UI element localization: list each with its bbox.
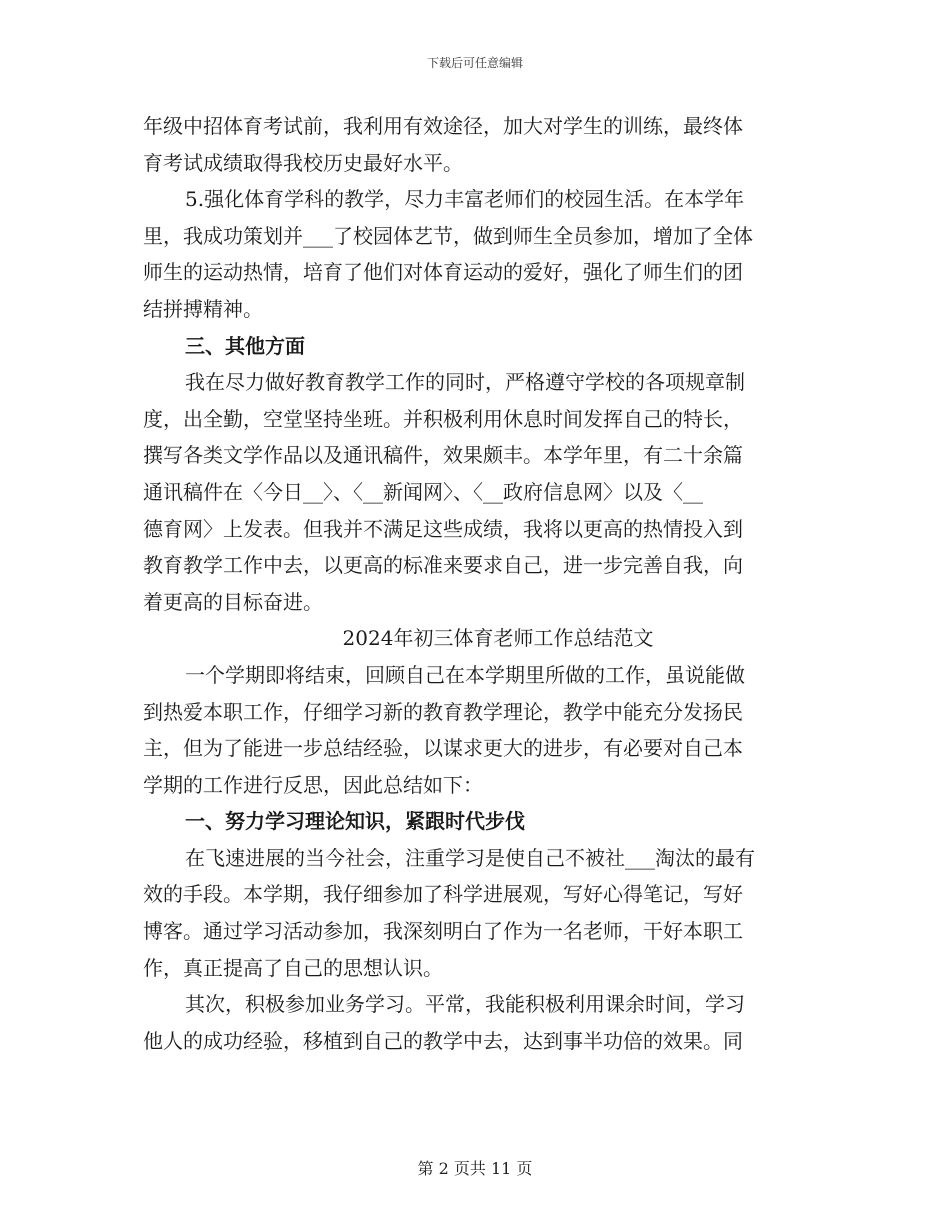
text-line: 师生的运动热情，培育了他们对体育运动的爱好，强化了师生们的团 [143, 260, 743, 285]
text-line: 撰写各类文学作品以及通讯稿件，效果颇丰。本学年里，有二十余篇 [143, 443, 743, 468]
section-heading: 三、其他方面 [185, 333, 305, 358]
text-line: 5.强化体育学科的教学，尽力丰富老师们的校园生活。在本学年 [185, 187, 745, 212]
text-line: 一个学期即将结束，回顾自己在本学期里所做的工作，虽说能做 [185, 662, 745, 687]
text-line: 着更高的目标奋进。 [143, 589, 323, 614]
text-line: 作，真正提高了自己的思想认识。 [143, 955, 443, 980]
text-line: 教育教学工作中去，以更高的标准来要求自己，进一步完善自我，向 [143, 553, 743, 578]
text-line: 年级中招体育考试前，我利用有效途径，加大对学生的训练，最终体 [143, 114, 743, 138]
text-line: 主，但为了能进一步总结经验，以谋求更大的进步，有必要对自己本 [143, 736, 743, 761]
text-line: 效的手段。本学期，我仔细参加了科学进展观，写好心得笔记，写好 [143, 882, 743, 907]
section-heading: 一、努力学习理论知识，紧跟时代步伐 [185, 809, 525, 834]
text-line: 结拼搏精神。 [143, 296, 263, 321]
text-line: 博客。通过学习活动参加，我深刻明白了作为一名老师，干好本职工 [143, 919, 743, 944]
text-line: 育考试成绩取得我校历史最好水平。 [143, 150, 463, 175]
text-line: 通讯稿件在〈今日__〉、〈__新闻网〉、〈__政府信息网〉以及〈__ [143, 479, 703, 504]
document-title: 2024年初三体育老师工作总结范文 [342, 626, 654, 651]
text-line: 其次，积极参加业务学习。平常，我能积极利用课余时间，学习 [185, 992, 745, 1017]
text-line: 我在尽力做好教育教学工作的同时，严格遵守学校的各项规章制 [185, 370, 745, 395]
text-line: 到热爱本职工作，仔细学习新的教育教学理论，教学中能充分发扬民 [143, 699, 743, 724]
text-line: 度，出全勤，空堂坚持坐班。并积极利用休息时间发挥自己的特长， [143, 406, 743, 431]
page-footer: 第 2 页共 11 页 [417, 1159, 533, 1178]
page-header: 下载后可任意编辑 [426, 56, 523, 70]
text-line: 在飞速进展的当今社会，注重学习是使自己不被社___淘汰的最有 [185, 845, 755, 870]
text-line: 学期的工作进行反思，因此总结如下： [143, 772, 483, 797]
text-line: 德育网〉上发表。但我并不满足这些成绩，我将以更高的热情投入到 [143, 516, 743, 541]
text-line: 里，我成功策划并___了校园体艺节，做到师生全员参加，增加了全体 [143, 223, 753, 248]
document-body [143, 108, 811, 1059]
text-line: 他人的成功经验，移植到自己的教学中去，达到事半功倍的效果。同 [143, 1028, 743, 1053]
